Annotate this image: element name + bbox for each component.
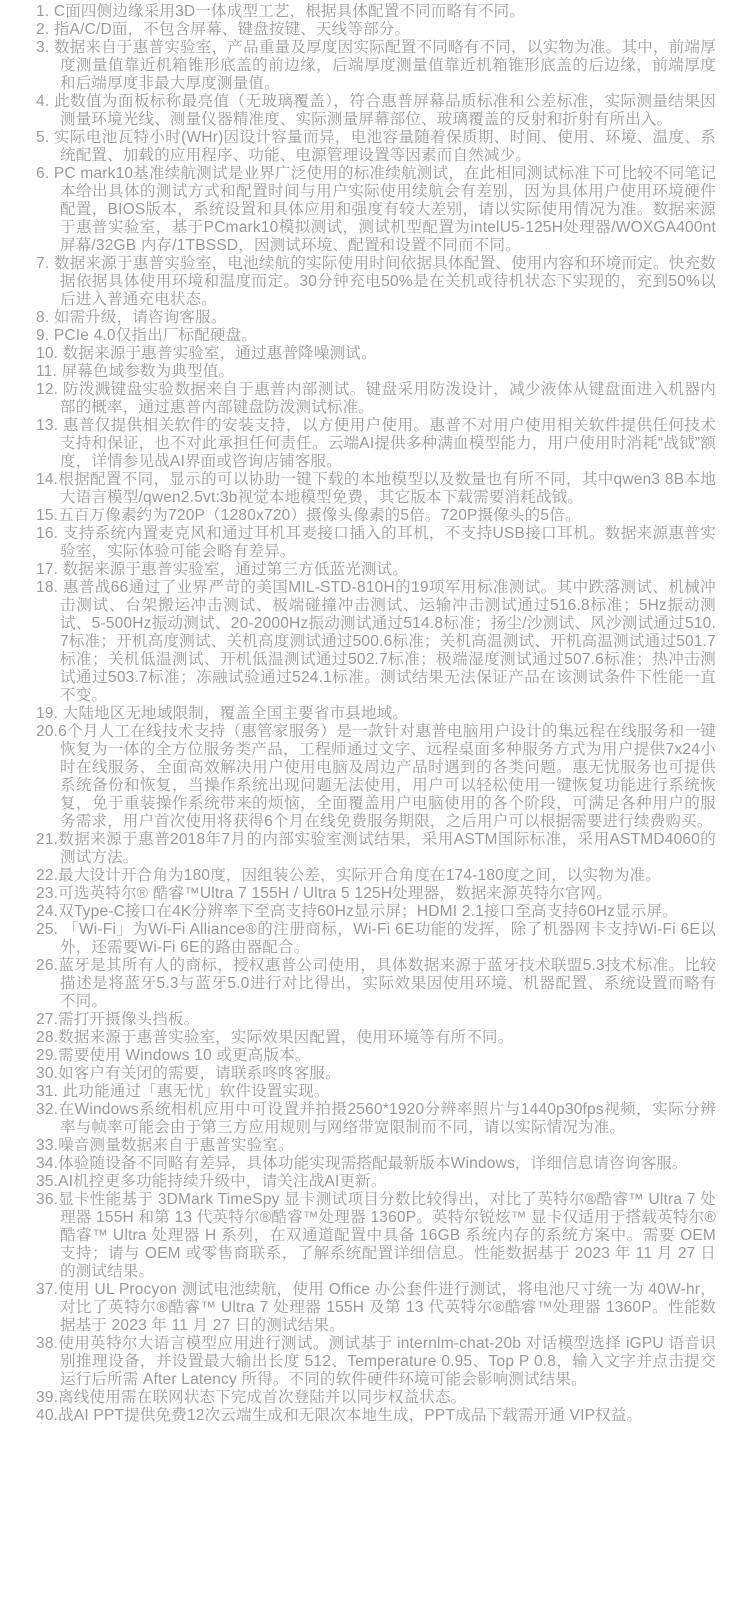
footnote-item <box>36 363 716 381</box>
footnote-item <box>36 417 716 471</box>
footnote-number: 40. <box>36 1407 59 1424</box>
footnote-text: 数据来源于惠普实验室，实际效果因配置，使用环境等有所不同。 <box>58 1029 514 1046</box>
footnote-number: 36. <box>36 1191 59 1208</box>
footnote-number: 34. <box>36 1155 59 1172</box>
footnote-number: 29. <box>36 1047 59 1064</box>
footnote-number: 30. <box>36 1065 59 1082</box>
footnote-number: 8. <box>36 309 50 326</box>
footnote-item <box>36 867 716 885</box>
footnote-text: AI机控更多功能持续升级中，请关注战AI更新。 <box>58 1173 387 1190</box>
footnote-number: 28. <box>36 1029 59 1046</box>
footnote-number: 16. <box>36 525 59 542</box>
footnote-text: 屏幕色域参数为典型值。 <box>57 363 235 380</box>
footnote-item <box>36 1155 716 1173</box>
footnote-text: 此功能通过「惠无忧」软件设置实现。 <box>58 1083 330 1100</box>
footnote-number: 11. <box>36 363 57 380</box>
footnote-item <box>36 1137 716 1155</box>
footnote-number: 14. <box>36 471 59 488</box>
footnote-item <box>36 1173 716 1191</box>
footnote-number: 18. <box>36 579 59 596</box>
footnote-item <box>36 1335 716 1389</box>
footnote-number: 2. <box>36 21 50 38</box>
footnote-text: 双Type-C接口在4K分辨率下至高支持60Hz显示屏；HDMI 2.1接口至高支持60Hz显示屏。 <box>58 903 678 920</box>
footnote-text: 离线使用需在联网状态下完成首次登陆并以同步权益状态。 <box>58 1389 467 1406</box>
footnote-item <box>36 255 716 309</box>
footnote-number: 31. <box>36 1083 59 1100</box>
footnote-item <box>36 525 716 561</box>
footnote-number: 35. <box>36 1173 59 1190</box>
footnote-text: 支持系统内置麦克风和通过耳机耳麦接口插入的耳机，不支持USB接口耳机。数据来源惠普实验室，实际体验可能会略有差异。 <box>58 525 716 560</box>
footnote-text: 「Wi-Fi」为Wi-Fi Alliance®的注册商标，Wi-Fi 6E功能的发挥，除了机器网卡支持Wi-Fi 6E以外，还需要Wi-Fi 6E的路由器配合。 <box>58 921 716 956</box>
footnote-text: 此数值为面板标称最亮值（无玻璃覆盖），符合惠普屏幕品质标准和公差标准，实际测量结果因测量环境光线、测量仪器精准度、实际测量屏幕部位、玻璃覆盖的反射和折射有所出入。 <box>49 93 716 128</box>
footnote-text: 数据来源于惠普2018年7月的内部实验室测试结果，采用ASTM国际标准，采用ASTMD4060的测试方法。 <box>58 831 716 866</box>
footnote-text: 根据配置不同，显示的可以协助一键下载的本地模型以及数量也有所不同，其中qwen3 8B本地大语言模型/qwen2.5vt:3b视觉本地模型免费，其它版本下载需要消耗战钺。 <box>58 471 716 506</box>
footnote-number: 27. <box>36 1011 59 1028</box>
footnote-number: 21. <box>36 831 59 848</box>
footnote-number: 17. <box>36 561 59 578</box>
footnote-text: 如客户有关闭的需要，请联系咚咚客服。 <box>58 1065 341 1082</box>
footnote-item <box>36 1281 716 1335</box>
footnote-number: 37. <box>36 1281 59 1298</box>
footnote-item <box>36 471 716 507</box>
footnote-text: C面四侧边缘采用3D一体成型工艺，根据具体配置不同而略有不同。 <box>49 3 526 20</box>
footnote-item <box>36 723 716 831</box>
footnote-number: 25. <box>36 921 59 938</box>
footnote-number: 3. <box>36 39 50 56</box>
footnote-item <box>36 165 716 255</box>
footnote-text: 最大设计开合角为180度，因组装公差，实际开合角度在174-180度之间，以实物为准。 <box>58 867 662 884</box>
footnote-item <box>36 903 716 921</box>
footnote-item <box>36 1029 716 1047</box>
footnote-item <box>36 561 716 579</box>
footnote-text: 显卡性能基于 3DMark TimeSpy 显卡测试项目分数比较得出，对比了英特尔®酷睿™ Ultra 7 处理器 155H 和第 13 代英特尔®酷睿™处理器 1360P。英特尔锐炫™ 显卡仅适用于搭载英特尔®酷睿™ Ultra 处理器 H 系列，在双通道配置中具备 16GB 系统内存的系统方案中。需要 OEM 支持；请与 OEM 或零售商联系，了解系统配置详细信息。性能数据基于 2023 年 11 月 27 日的测试结果。 <box>58 1191 716 1280</box>
footnote-number: 1. <box>36 3 50 20</box>
footnote-number: 5. <box>36 129 50 146</box>
footnote-number: 24. <box>36 903 59 920</box>
footnote-text: 可选英特尔® 酷睿™Ultra 7 155H / Ultra 5 125H处理器，数据来源英特尔官网。 <box>58 885 613 902</box>
footnote-item <box>36 921 716 957</box>
footnote-text: 惠普战66通过了业界严苛的美国MIL-STD-810H的19项军用标准测试。其中跌落测试、机械冲击测试、台架搬运冲击测试、极端碰撞冲击测试、运输冲击测试通过516.8标准；5Hz振动测试、5-500Hz振动测试、20-2000Hz振动测试通过514.8标准；扬尘/沙测试、风沙测试通过510.7标准；开机高度测试、关机高度测试通过500.6标准；关机高温测试、开机高温测试通过501.7标准；关机低温测试、开机低温测试通过502.7标准；极端湿度测试通过507.6标准；热冲击测试通过503.7标准；冻融试验通过524.1标准。测试结果无法保证产品在该测试条件下性能一直不变。 <box>58 579 716 704</box>
footnote-item <box>36 39 716 93</box>
footnote-text: 蓝牙是其所有人的商标，授权惠普公司使用，具体数据来源于蓝牙技术联盟5.3技术标准。比较描述是将蓝牙5.3与蓝牙5.0进行对比得出，实际效果因使用环境、机器配置、系统设置而略有不同。 <box>58 957 716 1010</box>
footnote-item <box>36 129 716 165</box>
footnote-number: 20. <box>36 723 59 740</box>
footnote-item <box>36 579 716 705</box>
footnote-item <box>36 1101 716 1137</box>
footnote-item <box>36 381 716 417</box>
footnote-number: 9. <box>36 327 50 344</box>
footnote-number: 33. <box>36 1137 59 1154</box>
footnote-number: 13. <box>36 417 59 434</box>
footnote-text: 惠普仅提供相关软件的安装支持，以方便用户使用。惠普不对用户使用相关软件提供任何技术支持和保证，也不对此承担任何责任。云端AI提供多种满血模型能力，用户使用时消耗“战钺”额度，详情参见战AI界面或咨询店铺客服。 <box>58 417 716 470</box>
footnote-item <box>36 885 716 903</box>
footnote-text: 如需升级，请咨询客服。 <box>49 309 227 326</box>
footnote-number: 23. <box>36 885 59 902</box>
footnote-number: 39. <box>36 1389 59 1406</box>
footnote-text: 数据来源于惠普实验室，通过第三方低蓝光测试。 <box>58 561 409 578</box>
footnote-text: 大陆地区无地域限制，覆盖全国主要省市县地域。 <box>58 705 409 722</box>
footnote-number: 32. <box>36 1101 59 1118</box>
footnote-item <box>36 957 716 1011</box>
footnote-item <box>36 1407 716 1425</box>
footnote-number: 26. <box>36 957 59 974</box>
footnote-item <box>36 309 716 327</box>
footnote-item <box>36 705 716 723</box>
footnote-item <box>36 21 716 39</box>
footnote-text: 数据来源于惠普实验室，电池续航的实际使用时间依据具体配置、使用内容和环境而定。快充数据依据具体使用环境和温度而定。30分钟充电50%是在关机或待机状态下实现的，充到50%以后进入普通充电状态。 <box>49 255 716 308</box>
footnote-number: 19. <box>36 705 59 722</box>
footnote-item <box>36 1191 716 1281</box>
footnote-number: 15. <box>36 507 59 524</box>
footnote-text: 战AI PPT提供免费12次云端生成和无限次本地生成，PPT成品下载需开通 VIP权益。 <box>58 1407 643 1424</box>
footnote-text: 噪音测量数据来自于惠普实验室。 <box>58 1137 294 1154</box>
footnote-number: 7. <box>36 255 50 272</box>
footnote-number: 4. <box>36 93 50 110</box>
footnote-item <box>36 1065 716 1083</box>
footnote-text: 6个月人工在线技术支持（惠管家服务）是一款针对惠普电脑用户设计的集远程在线服务和一键恢复为一体的全方位服务类产品，工程师通过文字、远程桌面多种服务方式为用户提供7x24小时在线服务，全面高效解决用户使用电脑及周边产品时遇到的各类问题。惠无忧服务也可提供系统备份和恢复，当操作系统出现问题无法使用，用户可以轻松使用一键恢复功能进行系统恢复，免于重装操作系统带来的烦恼，全面覆盖用户电脑使用的各个阶段，可满足各种用户的服务需求，用户首次使用将获得6个月在线免费服务期限，之后用户可以根据需要进行续费购买。 <box>58 723 716 830</box>
footnote-item <box>36 1083 716 1101</box>
footnote-number: 6. <box>36 165 50 182</box>
footnote-text: 需打开摄像头挡板。 <box>58 1011 200 1028</box>
footnote-text: 指A/C/D面，不包含屏幕、键盘按键、天线等部分。 <box>49 21 411 38</box>
footnote-item <box>36 1047 716 1065</box>
footnote-text: 数据来源于惠普实验室，通过惠普降噪测试。 <box>58 345 377 362</box>
footnote-number: 22. <box>36 867 59 884</box>
footnote-item <box>36 1011 716 1029</box>
footnote-text: 数据来自于惠普实验室，产品重量及厚度因实际配置不同略有不同，以实物为准。其中，前端厚度测量值靠近机箱锥形底盖的前边缘，后端厚度测量值靠近机箱锥形底盖的后边缘，前端厚度和后端厚度非最大厚度测量值。 <box>49 39 716 92</box>
footnote-number: 38. <box>36 1335 59 1352</box>
footnote-item <box>36 1389 716 1407</box>
footnote-text: PCIe 4.0仅指出厂标配硬盘。 <box>49 327 258 344</box>
footnote-item <box>36 507 716 525</box>
footnote-text: 五百万像素约为720P（1280x720）摄像头像素的5倍。720P摄像头的5倍。 <box>58 507 581 524</box>
footnote-number: 12. <box>36 381 59 398</box>
footnote-text: PC mark10基准续航测试是业界广泛使用的标准续航测试，在此相同测试标准下可比较不同笔记本给出具体的测试方式和配置时间与用户实际使用续航会有差别，因为具体用户使用环境硬件配置，BIOS版本，系统设置和具体应用和强度有较大差别，请以实际使用情况为准。数据来源于惠普实验室，基于PCmark10模拟测试，测试机型配置为intelU5-125H处理器/WOXGA400nt屏幕/32GB 内存/1TBSSD，因测试环境、配置和设置不同而不同。 <box>49 165 716 254</box>
footnote-item <box>36 327 716 345</box>
footnote-text: 使用英特尔大语言模型应用进行测试。测试基于 internlm-chat-20b 对话模型选择 iGPU 语音识别推理设备，并设置最大输出长度 512、Temperature 0.95、Top P 0.8，输入文字并点击提交运行后所需 After Latency 所得。不同的软件硬件环境可能会影响测试结果。 <box>58 1335 716 1388</box>
footnote-number: 10. <box>36 345 59 362</box>
footnote-item <box>36 3 716 21</box>
footnote-text: 在Windows系统相机应用中可设置并拍摄2560*1920分辨率照片与1440p30fps视频，实际分辨率与帧率可能会由于第三方应用规则与网络带宽限制而不同，请以实际情况为准。 <box>58 1101 716 1136</box>
footnote-text: 体验随设备不同略有差异，具体功能实现需搭配最新版本Windows，详细信息请咨询客服。 <box>58 1155 688 1172</box>
footnote-text: 使用 UL Procyon 测试电池续航，使用 Office 办公套件进行测试，将电池尺寸统一为 40W-hr，对比了英特尔®酷睿™ Ultra 7 处理器 155H 及第 13 代英特尔®酷睿™处理器 1360P。性能数据基于 2023 年 11 月 27 日的测试结果。 <box>58 1281 716 1334</box>
footnote-text: 防泼溅键盘实验数据来自于惠普内部测试。键盘采用防泼设计，减少液体从键盘面进入机器内部的概率，通过惠普内部键盘防泼测试标准。 <box>58 381 716 416</box>
footnote-item <box>36 831 716 867</box>
footnote-item <box>36 93 716 129</box>
footnote-text: 实际电池瓦特小时(WHr)因设计容量而异，电池容量随着保质期、时间、使用、环境、温度、系统配置、加载的应用程序、功能、电源管理设置等因素而自然减少。 <box>49 129 716 164</box>
footnote-item <box>36 345 716 363</box>
footnote-text: 需要使用 Windows 10 或更高版本。 <box>58 1047 311 1064</box>
